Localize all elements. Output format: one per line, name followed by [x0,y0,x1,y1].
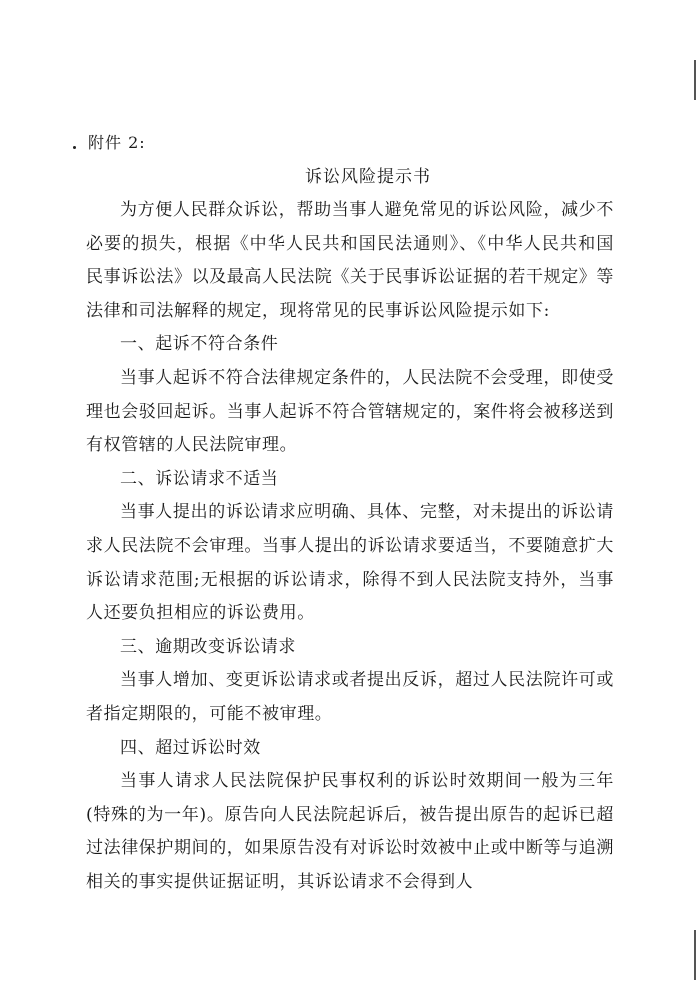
section-text-4: 当事人请求人民法院保护民事权利的诉讼时效期间一般为三年(特殊的为一年)。原告向人民法院起诉后，被告提出原告的起诉已超过法律保护期间的，如果原告没有对诉讼时效被中止或中断等与追溯相关的事实提供证据证明，其诉讼请求不会得到人 [86,771,614,892]
section-text-3: 当事人增加、变更诉讼请求或者提出反诉，超过人民法院许可或者指定期限的，可能不被审理。 [86,670,614,724]
scan-edge-mark [694,930,696,980]
margin-dot [73,146,76,149]
section-heading-1: 一、起诉不符合条件 [120,334,279,355]
intro-paragraph: 为方便人民群众诉讼，帮助当事人避免常见的诉讼风险，减少不必要的损失，根据《中华人民共和国民法通则》、《中华人民共和国民事诉讼法》以及最高人民法院《关于民事诉讼证据的若干规定》等法律和司法解释的规定，现将常见的民事诉讼风险提示如下: [86,200,614,321]
section-heading-2: 二、诉讼请求不适当 [120,468,279,489]
section-text-2: 当事人提出的诉讼请求应明确、具体、完整，对未提出的诉讼请求人民法院不会审理。当事人提出的诉讼请求要适当，不要随意扩大诉讼请求范围;无根据的诉讼请求，除得不到人民法院支持外，当事人还要负担相应的诉讼费用。 [86,502,614,624]
document-title: 诉讼风险提示书 [305,167,431,187]
section-heading-3: 三、逾期改变诉讼请求 [120,636,296,657]
section-heading-4: 四、超过诉讼时效 [120,737,261,758]
scan-edge-mark [694,60,696,100]
section-text-1: 当事人起诉不符合法律规定条件的，人民法院不会受理，即使受理也会驳回起诉。当事人起诉不符合管辖规定的，案件将会被移送到有权管辖的人民法院审理。 [86,367,614,456]
annex-label: 附件 2: [88,133,146,152]
document-body [86,194,614,899]
